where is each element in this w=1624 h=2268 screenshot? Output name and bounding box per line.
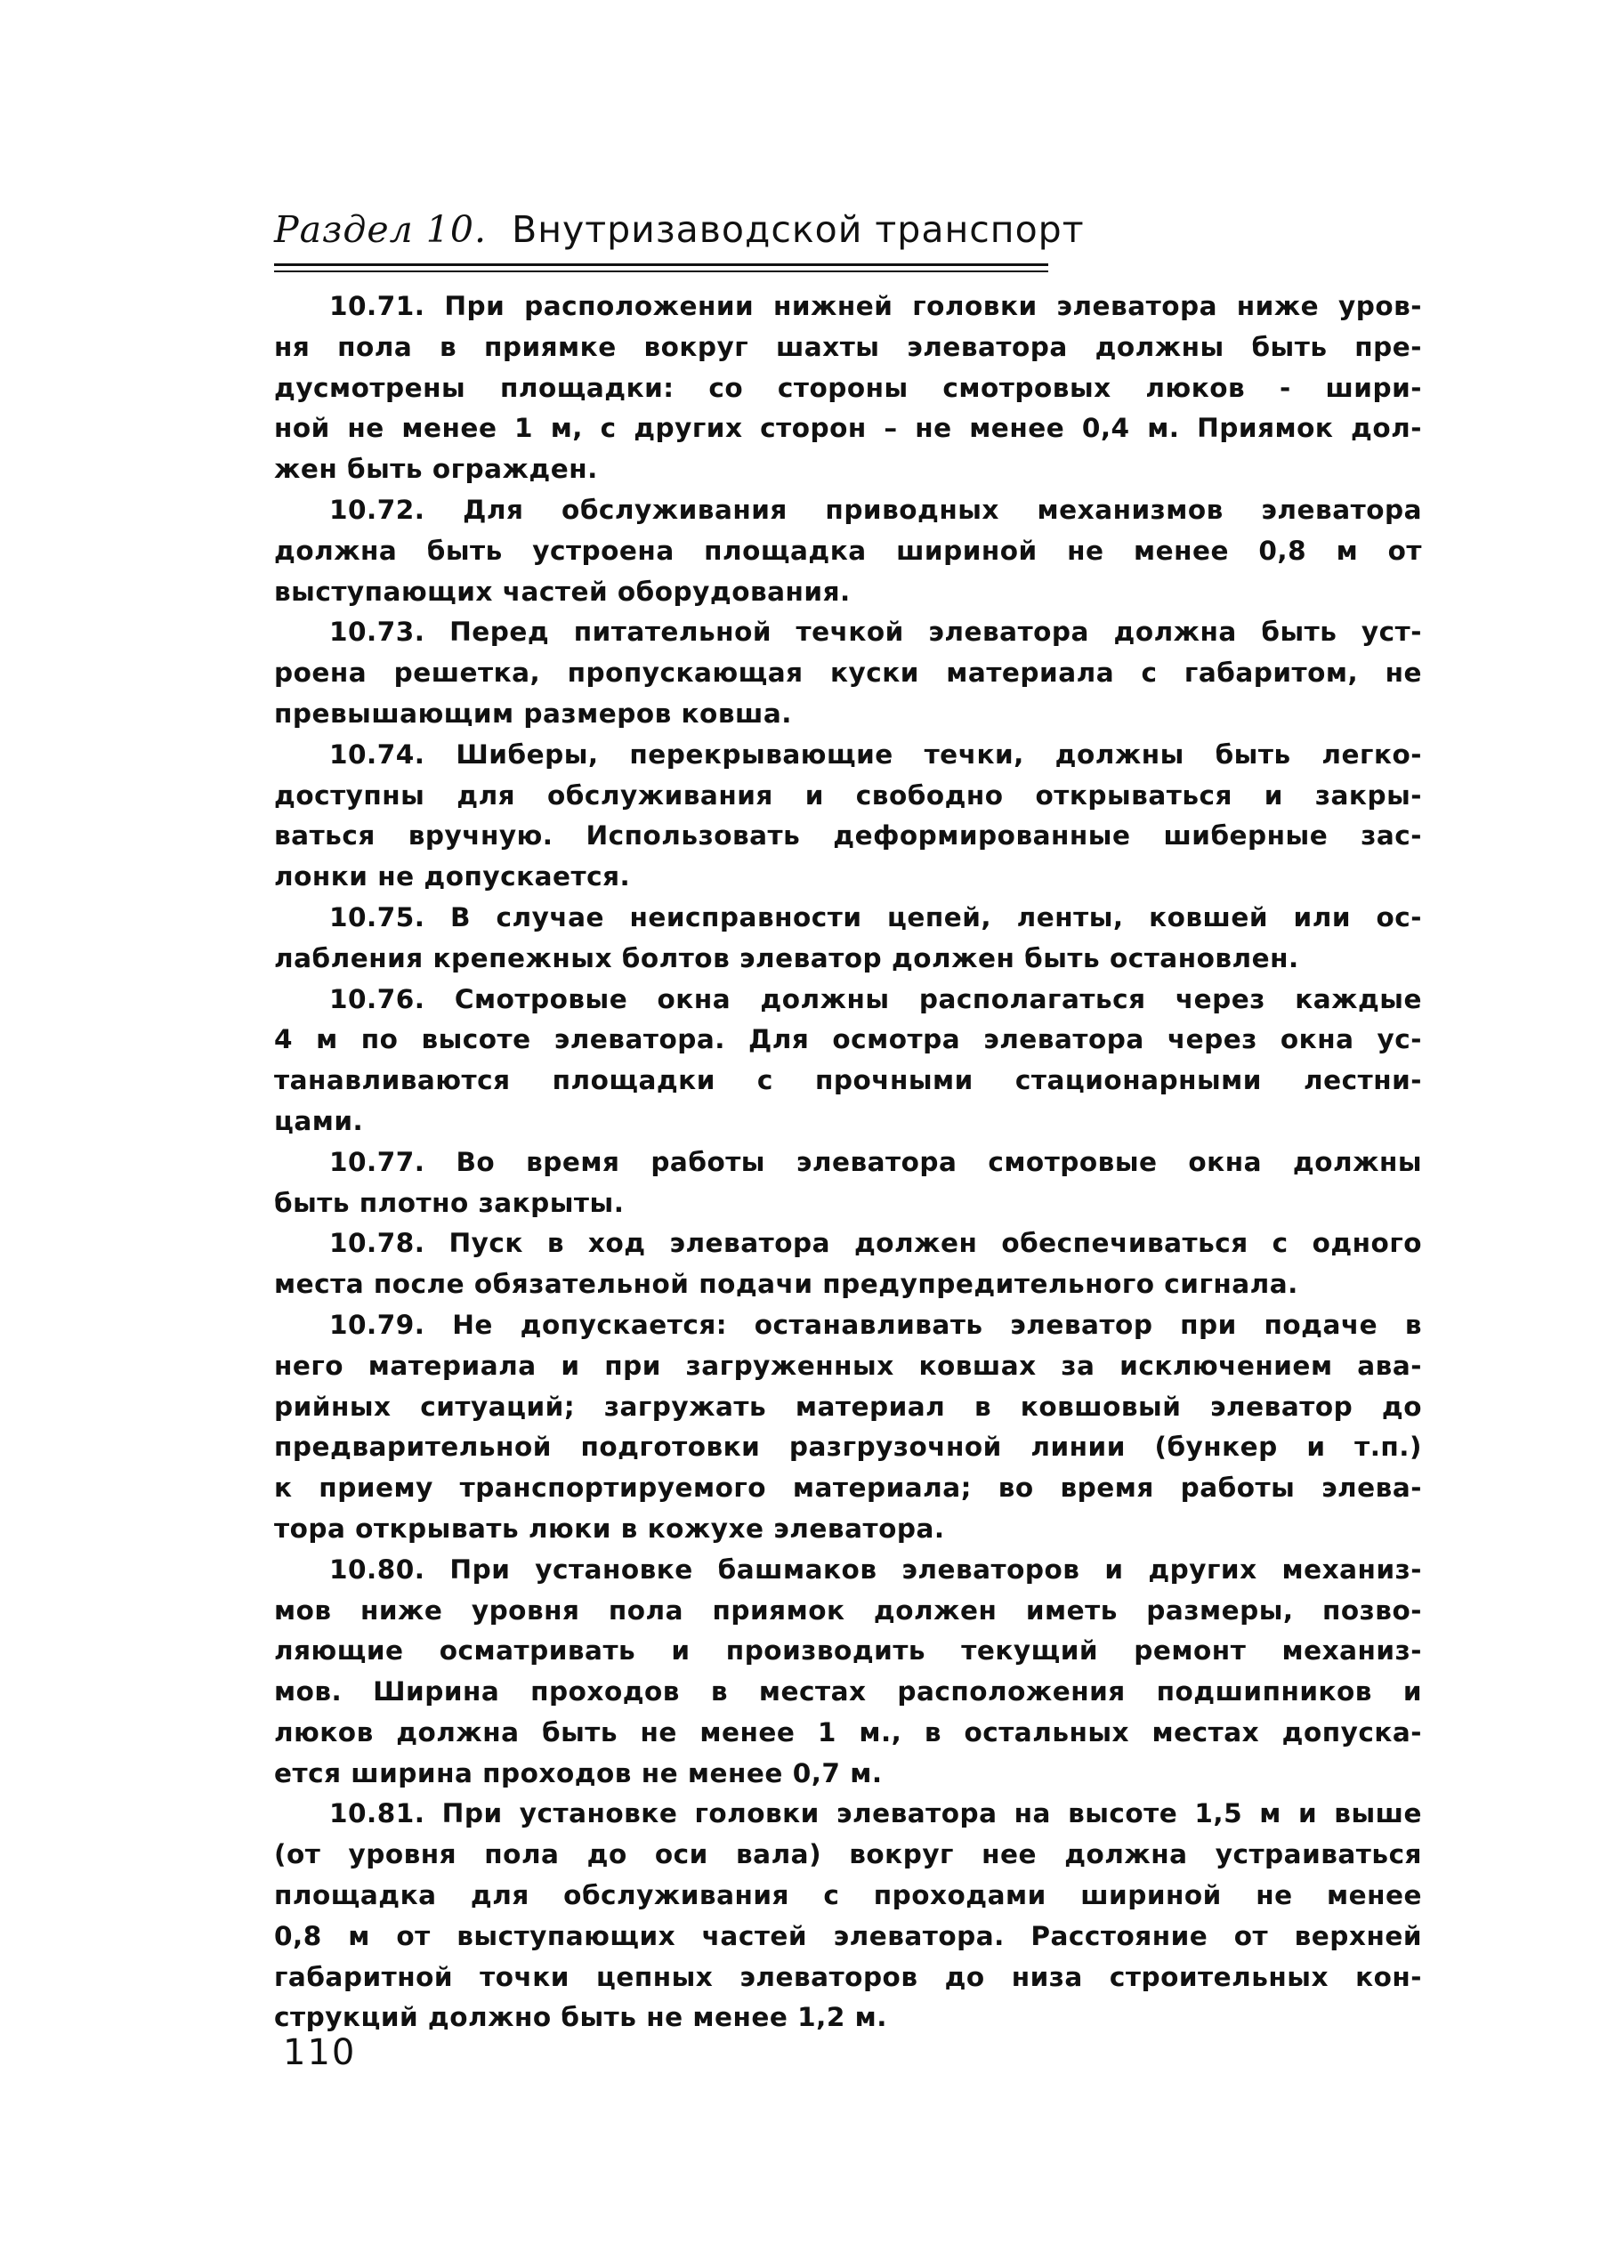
paragraph-line <box>274 531 1422 572</box>
paragraph-text: Во время работы элеватора смотровые окна должны <box>456 1146 1422 1177</box>
paragraph-text: При установке головки элеватора на высоте 1,5 м и выше <box>441 1798 1422 1829</box>
paragraph-line <box>274 1102 1422 1142</box>
paragraph-line <box>274 898 1422 939</box>
paragraph-10-79 <box>274 1305 1422 1550</box>
paragraph-text: места после обязательной подачи предупредительного сигнала. <box>274 1269 1298 1300</box>
paragraph-line <box>274 1794 1422 1835</box>
paragraph-line <box>274 287 1422 327</box>
header-rule-secondary <box>274 270 1048 272</box>
paragraph-line <box>274 694 1422 735</box>
paragraph-line <box>274 776 1422 817</box>
paragraph-line <box>274 653 1422 694</box>
paragraph-text: ваться вручную. Использовать деформированные шиберные зас- <box>274 820 1422 852</box>
paragraph-10-72 <box>274 490 1422 612</box>
paragraph-number: 10.72. <box>329 494 425 525</box>
paragraph-text: При расположении нижней головки элеватора ниже уров- <box>444 291 1422 321</box>
paragraph-line <box>274 1183 1422 1224</box>
paragraph-text: Смотровые окна должны располагаться через каждые <box>454 983 1422 1014</box>
paragraph-line <box>274 1264 1422 1305</box>
paragraph-line <box>274 1754 1422 1795</box>
paragraph-text: (от уровня пола до оси вала) вокруг нее должна устраиваться <box>274 1839 1422 1870</box>
paragraph-number: 10.79. <box>329 1309 425 1340</box>
running-head <box>274 205 1422 254</box>
page-number: 110 <box>283 2032 357 2073</box>
paragraph-text: ня пола в приямке вокруг шахты элеватора должны быть пре- <box>274 331 1422 362</box>
paragraph-text: струкций должно быть не менее 1,2 м. <box>274 2002 887 2033</box>
document-page <box>274 205 1422 2038</box>
paragraph-text: Шиберы, перекрывающие течки, должны быть легко- <box>456 739 1422 770</box>
paragraph-text: быть плотно закрыты. <box>274 1187 625 1218</box>
paragraph-text: 4 м по высоте элеватора. Для осмотра элеватора через окна ус- <box>274 1024 1422 1055</box>
paragraph-text: люков должна быть не менее 1 м., в остальных местах допуска- <box>274 1716 1422 1747</box>
paragraph-number: 10.81. <box>329 1798 425 1829</box>
paragraph-line <box>274 1591 1422 1632</box>
paragraph-number: 10.71. <box>329 291 425 321</box>
paragraph-line <box>274 1631 1422 1672</box>
section-label: Раздел 10. <box>274 208 487 251</box>
paragraph-line <box>274 1061 1422 1102</box>
paragraph-text: доступны для обслуживания и свободно открываться и закры- <box>274 779 1422 811</box>
paragraph-text: дусмотрены площадки: со стороны смотровых люков - шири- <box>274 372 1422 403</box>
paragraph-text: ется ширина проходов не менее 0,7 м. <box>274 1757 883 1788</box>
paragraph-10-73 <box>274 612 1422 734</box>
paragraph-text: жен быть огражден. <box>274 454 598 485</box>
paragraph-10-76 <box>274 980 1422 1142</box>
paragraph-number: 10.75. <box>329 901 425 932</box>
paragraph-10-81 <box>274 1794 1422 2038</box>
paragraph-10-71 <box>274 287 1422 490</box>
paragraph-line <box>274 1020 1422 1061</box>
paragraph-line <box>274 1672 1422 1713</box>
paragraph-text: Не допускается: останавливать элеватор при подаче в <box>452 1309 1422 1340</box>
paragraph-text: мов. Ширина проходов в местах расположения подшипников и <box>274 1676 1422 1707</box>
paragraph-text: превышающим размеров ковша. <box>274 698 792 729</box>
paragraph-line <box>274 612 1422 653</box>
paragraph-line <box>274 1957 1422 1998</box>
paragraph-text: В случае неисправности цепей, ленты, ковшей или ос- <box>450 901 1422 932</box>
section-title: Внутризаводской транспорт <box>512 208 1085 251</box>
paragraph-line <box>274 327 1422 368</box>
paragraph-line <box>274 1223 1422 1264</box>
paragraph-10-77 <box>274 1142 1422 1224</box>
paragraph-text: мов ниже уровня пола приямок должен иметь размеры, позво- <box>274 1594 1422 1626</box>
paragraph-line <box>274 1917 1422 1957</box>
paragraph-line <box>274 980 1422 1021</box>
paragraph-text: ляющие осматривать и производить текущий ремонт механиз- <box>274 1635 1422 1667</box>
paragraph-number: 10.78. <box>329 1228 425 1259</box>
paragraph-text: к приему транспортируемого материала; во время работы элева- <box>274 1473 1422 1504</box>
paragraph-10-80 <box>274 1550 1422 1795</box>
paragraph-number: 10.74. <box>329 739 425 770</box>
paragraph-line <box>274 1387 1422 1428</box>
header-rule <box>274 263 1048 266</box>
paragraph-line <box>274 408 1422 449</box>
paragraph-text: выступающих частей оборудования. <box>274 576 851 607</box>
paragraph-text: Перед питательной течкой элеватора должна быть уст- <box>449 617 1422 648</box>
paragraph-text: роена решетка, пропускающая куски материала с габаритом, не <box>274 658 1422 689</box>
paragraph-line <box>274 1468 1422 1509</box>
paragraph-line <box>274 1509 1422 1550</box>
paragraph-number: 10.73. <box>329 617 425 648</box>
paragraph-number: 10.77. <box>329 1146 425 1177</box>
paragraph-text: танавливаются площадки с прочными стационарными лестни- <box>274 1065 1422 1096</box>
paragraph-line <box>274 1550 1422 1591</box>
paragraph-10-75 <box>274 898 1422 980</box>
paragraph-line <box>274 857 1422 898</box>
paragraph-line <box>274 816 1422 857</box>
paragraph-text: рийных ситуаций; загружать материал в ковшовый элеватор до <box>274 1391 1422 1422</box>
paragraph-text: него материала и при загруженных ковшах за исключением ава- <box>274 1350 1422 1381</box>
paragraph-text: площадка для обслуживания с проходами шириной не менее <box>274 1880 1422 1911</box>
paragraph-10-74 <box>274 735 1422 898</box>
paragraph-text: ной не менее 1 м, с других сторон – не менее 0,4 м. Приямок дол- <box>274 413 1422 444</box>
paragraph-line <box>274 368 1422 409</box>
paragraph-text: тора открывать люки в кожухе элеватора. <box>274 1513 945 1544</box>
paragraph-line <box>274 1998 1422 2038</box>
paragraph-10-78 <box>274 1223 1422 1305</box>
paragraph-line <box>274 1876 1422 1917</box>
paragraph-line <box>274 1427 1422 1468</box>
paragraph-text: габаритной точки цепных элеваторов до низа строительных кон- <box>274 1961 1422 1992</box>
paragraph-text: предварительной подготовки разгрузочной линии (бункер и т.п.) <box>274 1432 1422 1463</box>
paragraph-text: лабления крепежных болтов элеватор должен быть остановлен. <box>274 942 1299 973</box>
paragraph-number: 10.76. <box>329 983 425 1014</box>
paragraph-text: Пуск в ход элеватора должен обеспечиваться с одного <box>448 1228 1422 1259</box>
paragraph-number: 10.80. <box>329 1554 425 1585</box>
body-text <box>274 287 1422 2038</box>
paragraph-line <box>274 449 1422 490</box>
paragraph-line <box>274 1346 1422 1387</box>
paragraph-line <box>274 939 1422 980</box>
paragraph-line <box>274 1713 1422 1754</box>
paragraph-line <box>274 572 1422 613</box>
paragraph-line <box>274 1142 1422 1183</box>
paragraph-text: 0,8 м от выступающих частей элеватора. Расстояние от верхней <box>274 1920 1422 1951</box>
paragraph-line <box>274 490 1422 531</box>
paragraph-text: цами. <box>274 1105 364 1136</box>
paragraph-text: Для обслуживания приводных механизмов элеватора <box>463 494 1423 525</box>
paragraph-text: При установке башмаков элеваторов и других механиз- <box>449 1554 1422 1585</box>
paragraph-line <box>274 1305 1422 1346</box>
paragraph-line <box>274 1835 1422 1876</box>
paragraph-text: лонки не допускается. <box>274 861 631 892</box>
paragraph-line <box>274 735 1422 776</box>
paragraph-text: должна быть устроена площадка шириной не менее 0,8 м от <box>274 535 1422 566</box>
